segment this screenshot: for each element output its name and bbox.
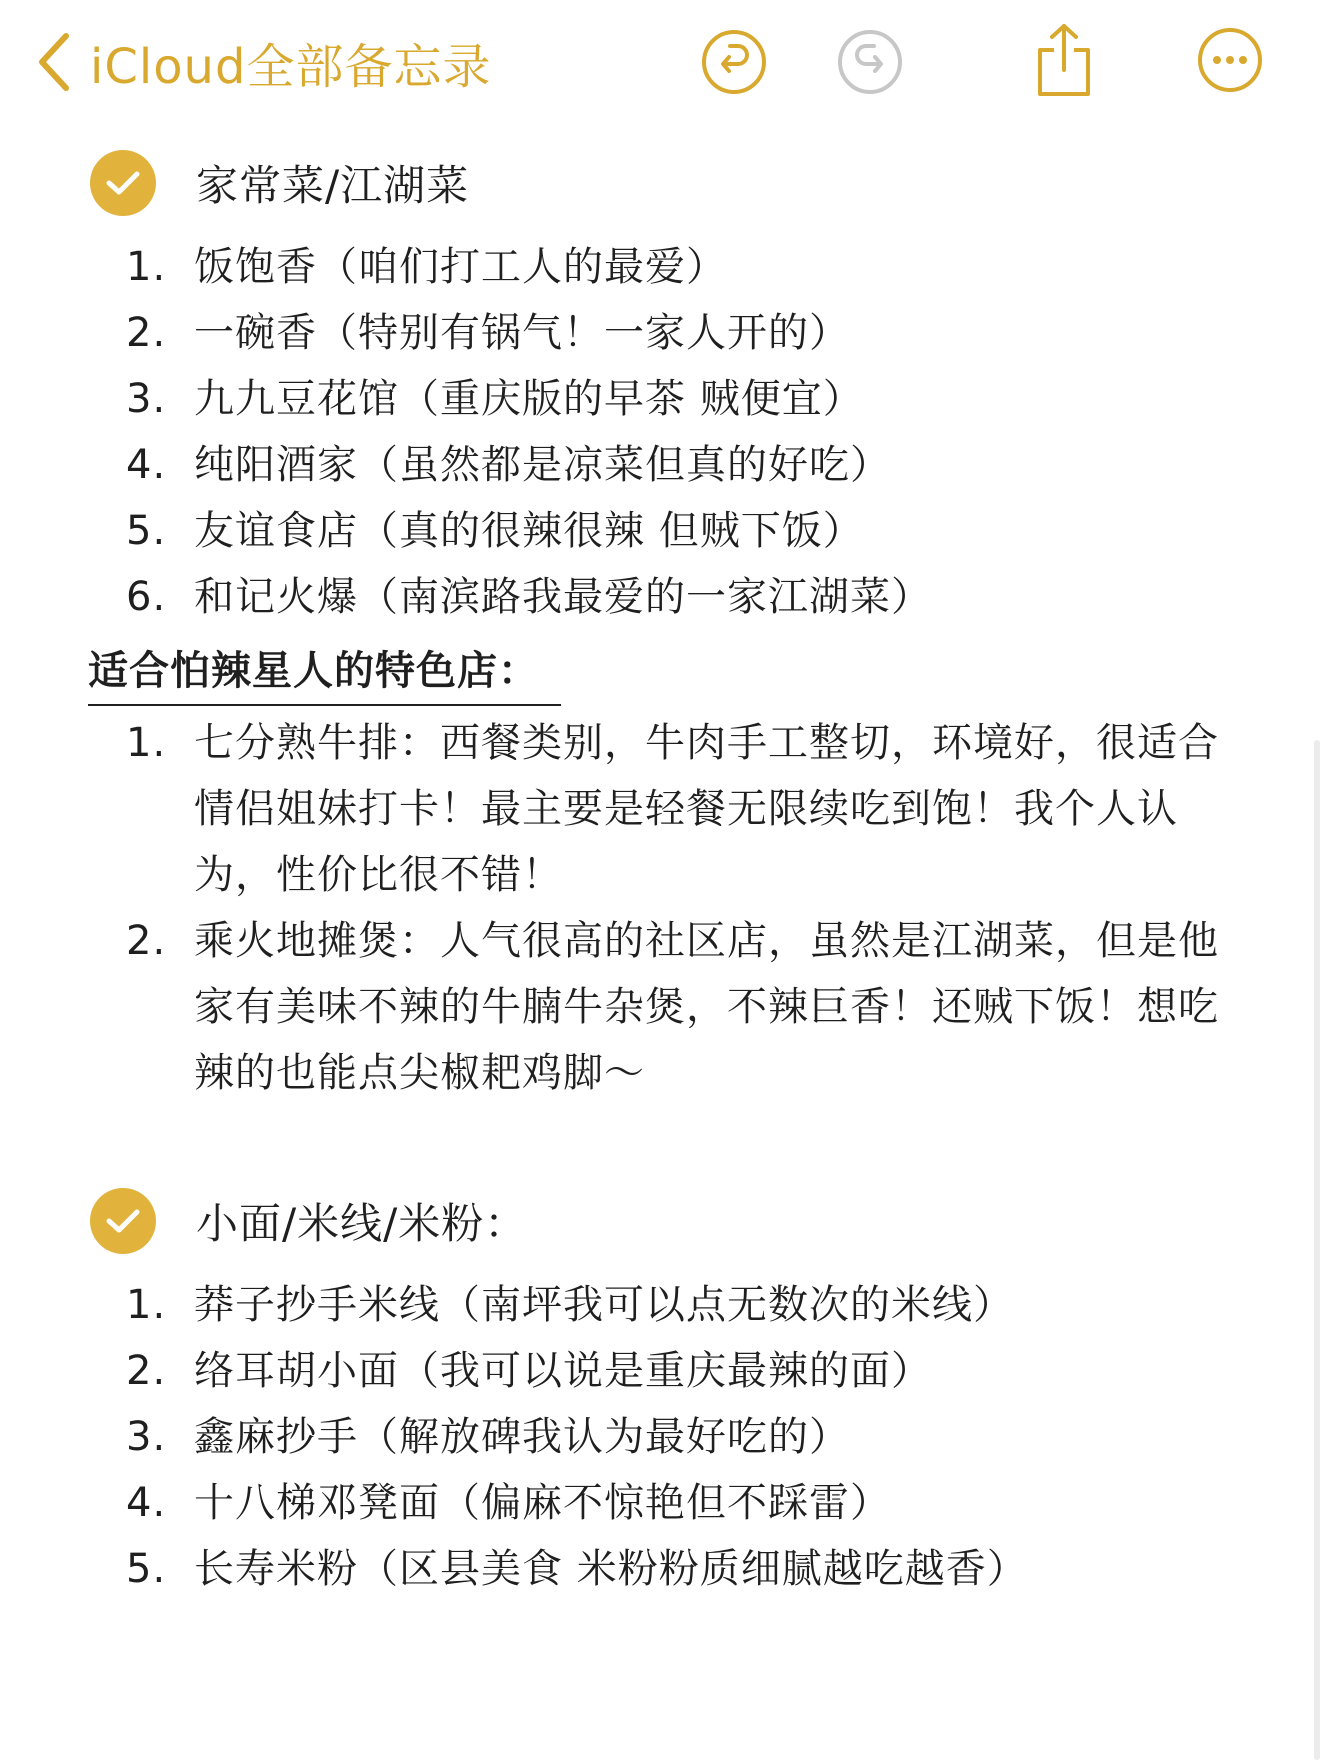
section-title: 家常菜/江湖菜 <box>196 161 470 210</box>
list-item: 4. 十八梯邓凳面（偏麻不惊艳但不踩雷） <box>126 1480 891 1526</box>
undo-button[interactable] <box>700 28 768 96</box>
list-item: 4. 纯阳酒家（虽然都是凉菜但真的好吃） <box>126 442 891 488</box>
subheading: 适合怕辣星人的特色店： <box>88 638 561 706</box>
special-list <box>126 710 1236 1106</box>
chevron-left-icon <box>36 32 72 92</box>
back-label: iCloud全部备忘录 <box>90 38 492 95</box>
noodle-list <box>126 1272 1236 1602</box>
redo-button[interactable] <box>836 28 904 96</box>
scrollbar[interactable] <box>1314 740 1320 1760</box>
list-item: 3. 鑫麻抄手（解放碑我认为最好吃的） <box>126 1414 850 1460</box>
section-header <box>90 150 469 216</box>
redo-icon <box>836 28 904 96</box>
more-button[interactable] <box>1196 26 1264 94</box>
list-item: 2. 络耳胡小面（我可以说是重庆最辣的面） <box>126 1348 932 1394</box>
list-item: 2. 一碗香（特别有锅气！一家人开的） <box>126 310 850 356</box>
restaurant-list <box>126 234 1236 630</box>
back-button[interactable] <box>36 26 491 98</box>
share-button[interactable] <box>1034 22 1094 98</box>
checklist-checkbox[interactable] <box>90 150 156 216</box>
undo-icon <box>700 28 768 96</box>
share-icon <box>1034 22 1094 98</box>
checkmark-icon <box>105 169 141 197</box>
list-item: 1. 饭饱香（咱们打工人的最爱） <box>126 244 727 290</box>
list-item: 5. 长寿米粉（区县美食 米粉粉质细腻越吃越香） <box>126 1546 1028 1592</box>
list-item: 2. 乘火地摊煲：人气很高的社区店，虽然是江湖菜，但是他家有美味不辣的牛腩牛杂煲，不辣巨香！还贼下饭！想吃辣的也能点尖椒耙鸡脚～ <box>126 918 1219 1096</box>
list-item: 5. 友谊食店（真的很辣很辣 但贼下饭） <box>126 508 864 554</box>
checkmark-icon <box>105 1207 141 1235</box>
section-title: 小面/米线/米粉： <box>196 1199 528 1248</box>
list-item: 1. 莽子抄手米线（南坪我可以点无数次的米线） <box>126 1282 1014 1328</box>
navigation-bar <box>0 0 1320 124</box>
list-item: 3. 九九豆花馆（重庆版的早茶 贼便宜） <box>126 376 864 422</box>
more-icon <box>1196 26 1264 94</box>
section-header <box>90 1188 527 1254</box>
checklist-checkbox[interactable] <box>90 1188 156 1254</box>
list-item: 6. 和记火爆（南滨路我最爱的一家江湖菜） <box>126 574 932 620</box>
list-item: 1. 七分熟牛排：西餐类别，牛肉手工整切，环境好，很适合情侣姐妹打卡！最主要是轻餐无限续吃到饱！我个人认为，性价比很不错！ <box>126 720 1219 898</box>
